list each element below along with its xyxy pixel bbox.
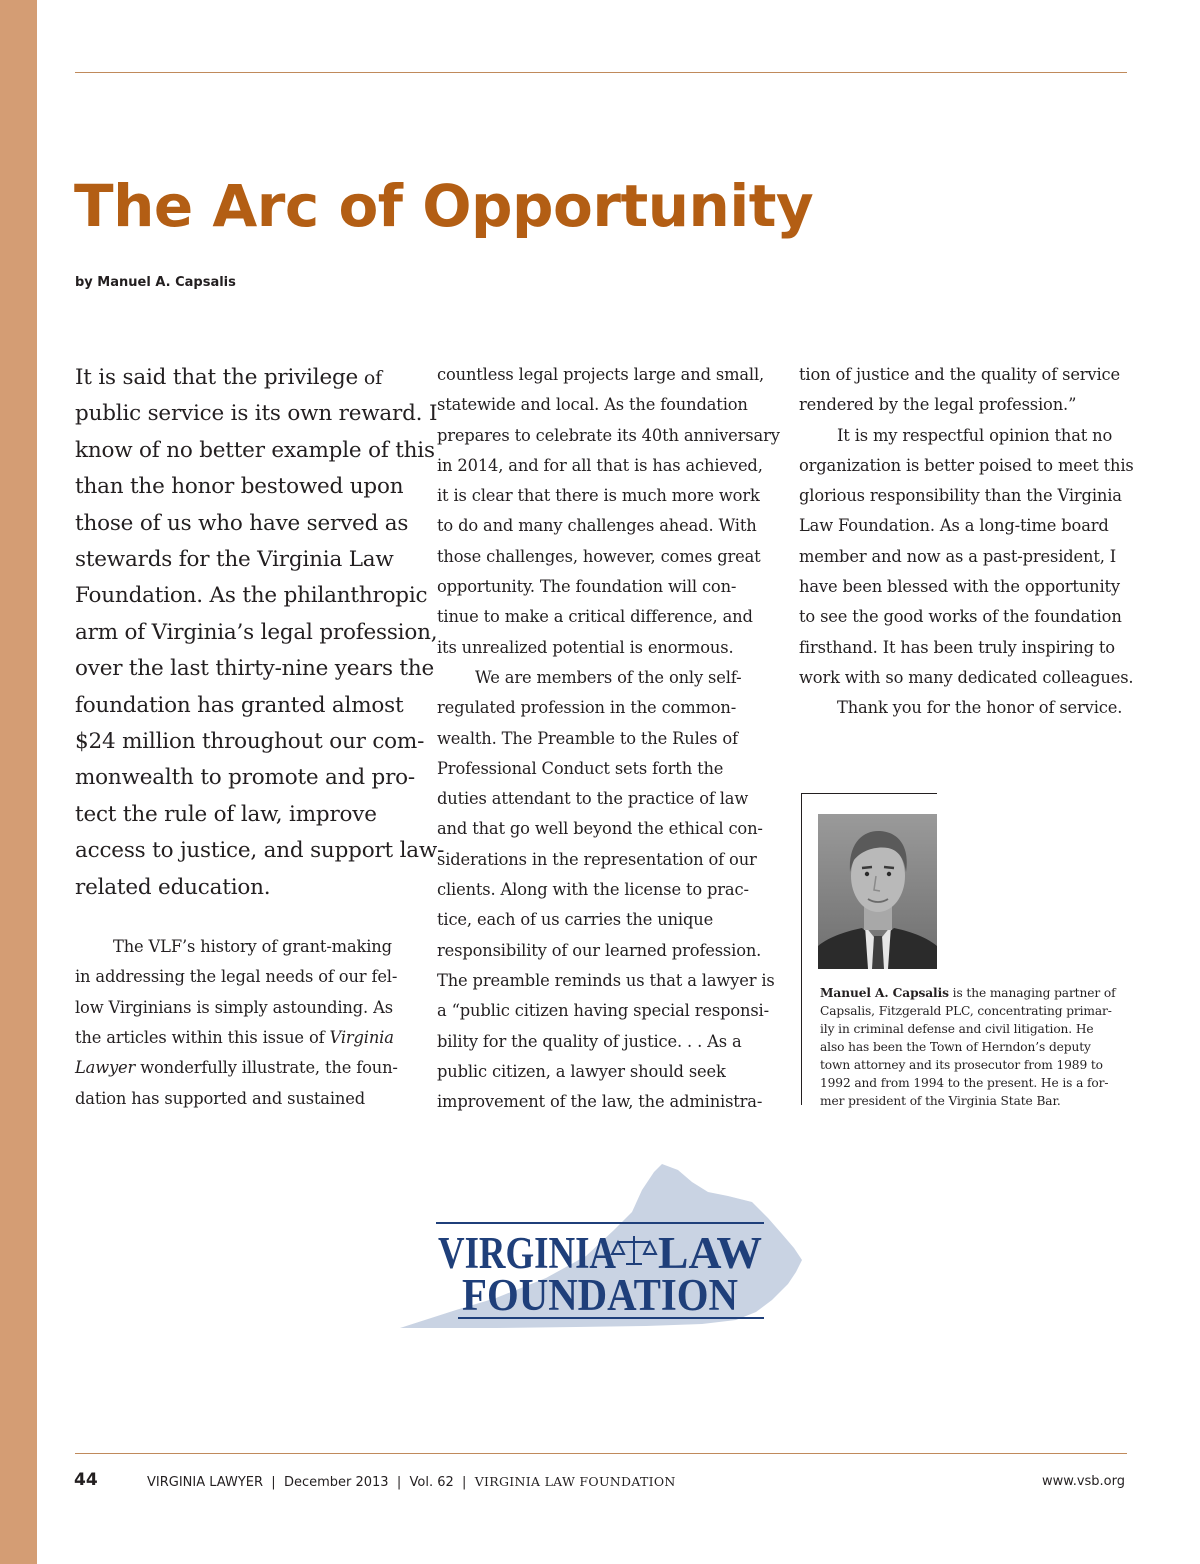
bio-line: also has been the Town of Herndon’s deputy: [820, 1040, 1091, 1054]
body-line: to do and many challenges ahead. With: [437, 516, 757, 536]
bio-line: ily in criminal defense and civil litigation. He: [820, 1022, 1094, 1036]
body-line: its unrealized potential is enormous.: [437, 637, 734, 657]
magazine-name: Virginia: [329, 1027, 394, 1047]
lead-line: tect the rule of law, improve: [75, 801, 377, 827]
body-line: We are members of the only self-: [475, 667, 742, 687]
body-line: Professional Conduct sets forth the: [437, 758, 724, 778]
author-bio: [820, 984, 1125, 1110]
body-line: rendered by the legal profession.”: [799, 395, 1077, 415]
lead-line: stewards for the Virginia Law: [75, 547, 394, 573]
header-rule: [75, 72, 1127, 73]
body-line: organization is better poised to meet this: [799, 455, 1134, 475]
lead-line: related education.: [75, 874, 271, 900]
author-photo: [818, 814, 937, 969]
body-line: Law Foundation. As a long-time board: [799, 516, 1109, 536]
body-line: improvement of the law, the administra-: [437, 1092, 763, 1112]
bio-line: Manuel A. Capsalis is the managing partner of: [820, 986, 1116, 1000]
body-line: in addressing the legal needs of our fel-: [75, 967, 398, 987]
issue-date: December 2013: [283, 1475, 389, 1490]
body-line: responsibility of our learned profession.: [437, 940, 762, 960]
body-line: The preamble reminds us that a lawyer is: [437, 970, 775, 990]
body-line: public citizen, a lawyer should seek: [437, 1061, 726, 1081]
body-line: regulated profession in the common-: [437, 698, 737, 718]
page-side-bar: [0, 0, 37, 1564]
body-line: member and now as a past-president, I: [799, 546, 1117, 566]
body-line: siderations in the representation of our: [437, 849, 757, 869]
column-1: [75, 360, 445, 1114]
bio-name: Manuel A. Capsalis: [820, 986, 949, 1000]
magazine-name: Lawyer: [75, 1058, 136, 1078]
lead-line: over the last thirty-nine years the: [75, 656, 435, 682]
body-line: work with so many dedicated colleagues.: [799, 667, 1134, 687]
body-line: Thank you for the honor of service.: [837, 698, 1123, 718]
body-line: firsthand. It has been truly inspiring to: [799, 637, 1115, 657]
lead-line: Foundation. As the philanthropic: [75, 583, 428, 609]
bio-line: 1992 and from 1994 to the present. He is a for-: [820, 1076, 1109, 1090]
lead-paragraph: [75, 360, 445, 906]
footer-rule: [75, 1453, 1127, 1454]
column-3: [799, 360, 1139, 724]
body-line: wealth. The Preamble to the Rules of: [437, 728, 738, 748]
body-line: clients. Along with the license to prac-: [437, 880, 749, 900]
body-line: It is my respectful opinion that no: [837, 425, 1113, 445]
footer-url: www.vsb.org: [1041, 1474, 1125, 1489]
body-line: dation has supported and sustained: [75, 1088, 365, 1108]
body-line: a “public citizen having special responsi-: [437, 1001, 769, 1021]
column-2: [437, 360, 780, 1117]
lead-line: It is said that the privilege of: [75, 365, 383, 390]
body-line: prepares to celebrate its 40th anniversary: [437, 425, 780, 445]
article-byline: by Manuel A. Capsalis: [75, 275, 236, 290]
body-line: in 2014, and for all that is has achieved,: [437, 455, 763, 475]
page-number: 44: [74, 1470, 98, 1490]
svg-text:VIRGINIA: VIRGINIA: [438, 1228, 617, 1278]
section-name: VIRGINIA LAW FOUNDATION: [474, 1474, 676, 1489]
virginia-law-foundation-logo: [396, 1160, 806, 1332]
body-line: countless legal projects large and small,: [437, 365, 765, 384]
svg-text:LAW: LAW: [658, 1228, 762, 1278]
publication-name: VIRGINIA LAWYER: [147, 1475, 264, 1490]
footer-publication: VIRGINIA LAWYER | December 2013 | Vol. 62 | VIRGINIA LAW FOUNDATION: [147, 1474, 676, 1490]
bio-line: mer president of the Virginia State Bar.: [820, 1094, 1061, 1108]
body-line: to see the good works of the foundation: [799, 607, 1122, 627]
lead-line: than the honor bestowed upon: [75, 474, 404, 500]
body-line: statewide and local. As the foundation: [437, 395, 748, 415]
body-line: glorious responsibility than the Virginia: [799, 486, 1122, 506]
body-line: The VLF’s history of grant-making: [113, 937, 392, 957]
body-line: have been blessed with the opportunity: [799, 577, 1120, 597]
lead-line: monwealth to promote and pro-: [75, 765, 415, 791]
body-paragraph: [75, 932, 415, 1114]
body-line: tice, each of us carries the unique: [437, 910, 714, 930]
body-line: Lawyer wonderfully illustrate, the foun-: [75, 1058, 398, 1078]
bio-line: Capsalis, Fitzgerald PLC, concentrating primar-: [820, 1004, 1112, 1018]
bio-line: town attorney and its prosecutor from 1989 to: [820, 1058, 1103, 1072]
lead-line: access to justice, and support law-: [75, 838, 445, 864]
lead-line: arm of Virginia’s legal profession,: [75, 619, 438, 645]
body-line: those challenges, however, comes great: [437, 546, 761, 566]
lead-line: those of us who have served as: [75, 510, 409, 536]
lead-line: foundation has granted almost: [75, 692, 404, 718]
lead-line: know of no better example of this: [75, 437, 435, 463]
body-line: tion of justice and the quality of service: [799, 365, 1120, 384]
lead-line: public service is its own reward. I: [75, 401, 438, 427]
body-line: bility for the quality of justice. . . As a: [437, 1031, 742, 1051]
body-line: the articles within this issue of Virginia: [75, 1027, 394, 1047]
body-line: it is clear that there is much more work: [437, 486, 760, 506]
lead-line: $24 million throughout our com-: [75, 729, 425, 755]
body-line: low Virginians is simply astounding. As: [75, 997, 393, 1017]
volume-number: Vol. 62: [409, 1475, 454, 1490]
body-line: tinue to make a critical difference, and: [437, 607, 753, 627]
body-line: and that go well beyond the ethical con-: [437, 819, 763, 839]
body-line: duties attendant to the practice of law: [437, 789, 749, 809]
svg-text:FOUNDATION: FOUNDATION: [462, 1270, 738, 1320]
article-title: The Arc of Opportunity: [74, 172, 814, 240]
body-line: opportunity. The foundation will con-: [437, 577, 737, 597]
